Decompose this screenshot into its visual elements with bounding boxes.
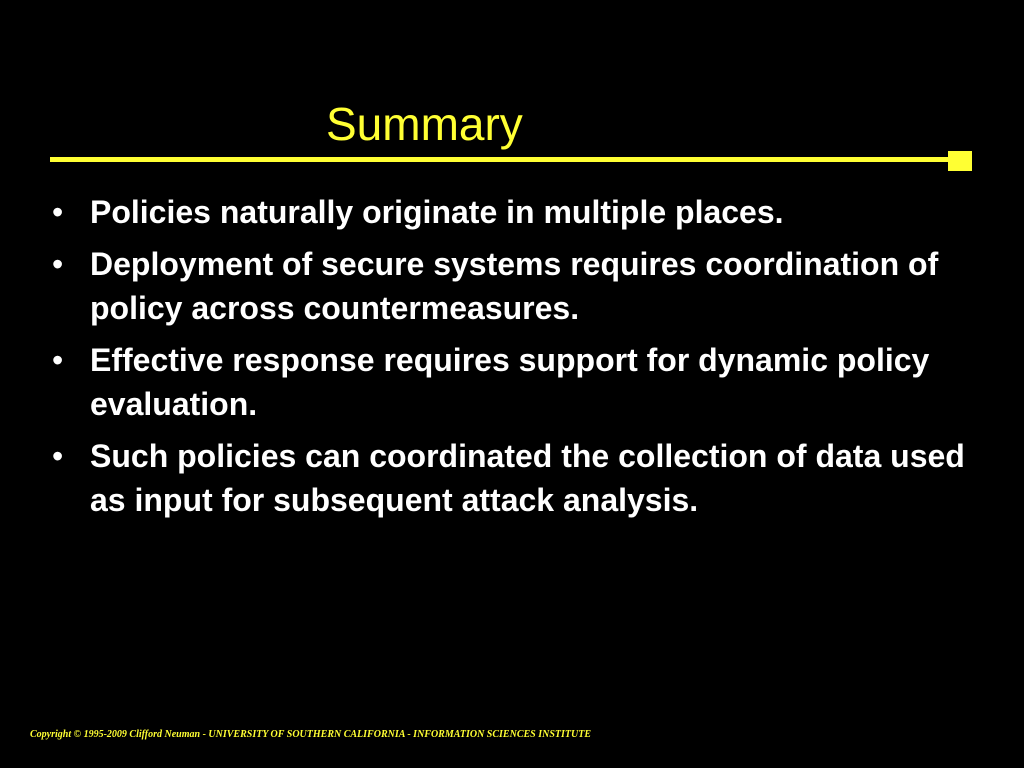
bullet-icon: • bbox=[52, 194, 64, 230]
bullet-icon: • bbox=[52, 246, 64, 282]
bullet-item bbox=[52, 434, 992, 522]
title-underline bbox=[50, 157, 950, 162]
bullet-item bbox=[52, 338, 992, 426]
title-underline-square bbox=[948, 151, 972, 171]
bullet-item bbox=[52, 190, 992, 234]
bullet-icon: • bbox=[52, 438, 64, 474]
bullet-list bbox=[52, 190, 992, 530]
bullet-text: Effective response requires support for dynamic policy evaluation. bbox=[90, 342, 930, 422]
slide-title: Summary bbox=[326, 98, 523, 150]
bullet-item bbox=[52, 242, 992, 330]
bullet-text: Deployment of secure systems requires coordination of policy across countermeasures. bbox=[90, 246, 939, 326]
bullet-text: Such policies can coordinated the collection of data used as input for subsequent attack analysis. bbox=[90, 438, 965, 518]
bullet-text: Policies naturally originate in multiple places. bbox=[90, 194, 784, 230]
bullet-icon: • bbox=[52, 342, 64, 378]
copyright-footer: Copyright © 1995-2009 Clifford Neuman - UNIVERSITY OF SOUTHERN CALIFORNIA - INFORMATION SCIENCES INSTITUTE bbox=[30, 729, 592, 740]
